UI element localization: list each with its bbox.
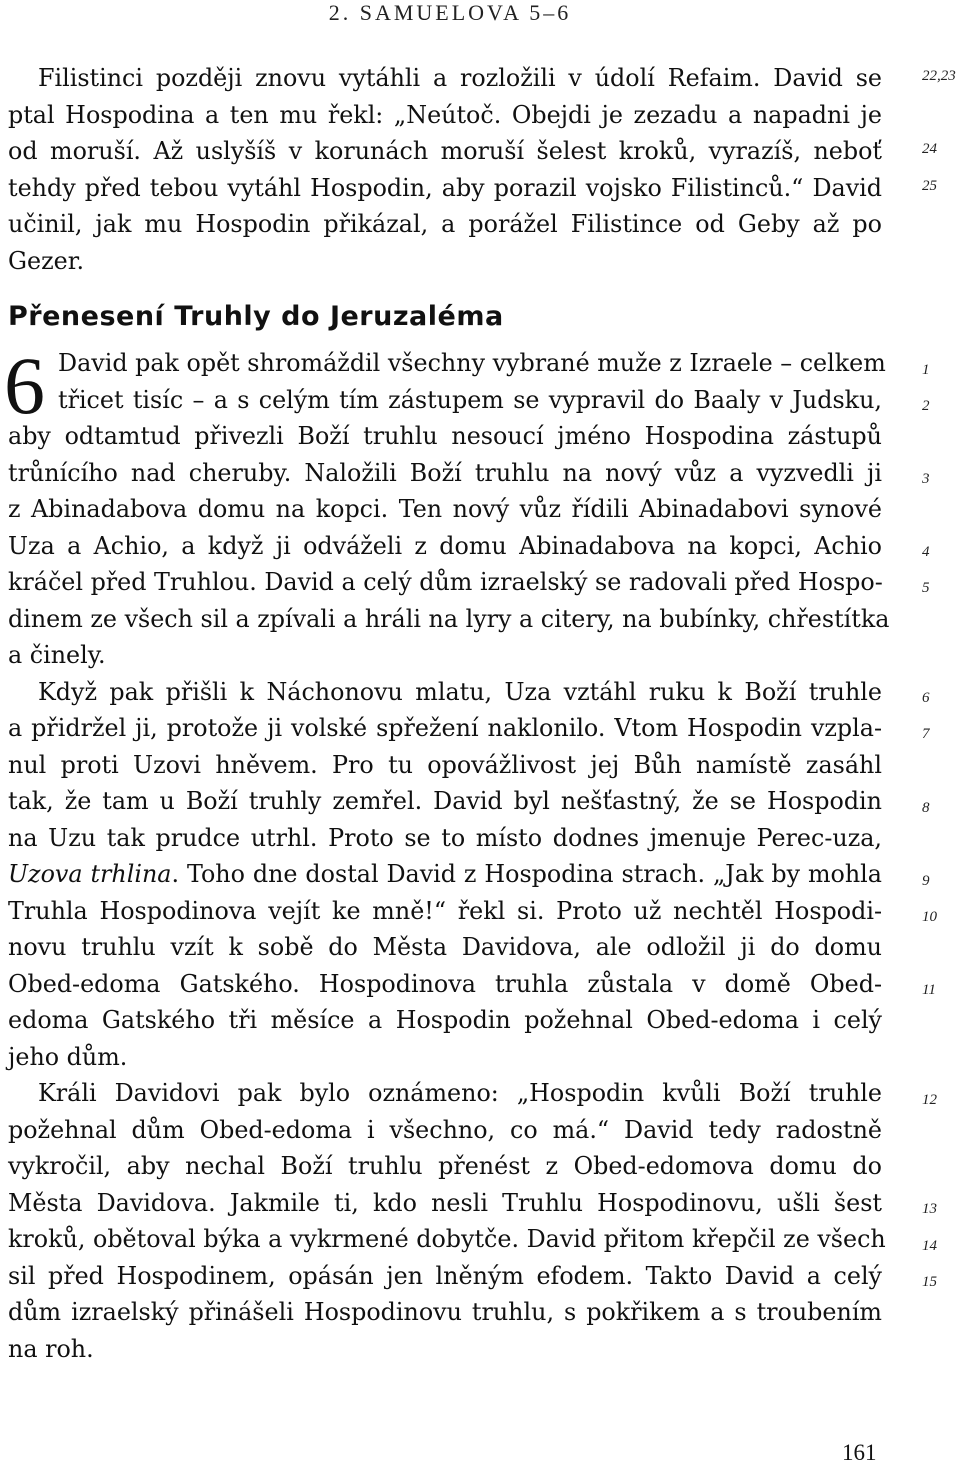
verse-number: 14 bbox=[922, 1238, 937, 1254]
text-line-rest: . Toho dne dostal David z Hospodina strach. „Jak by mohla bbox=[171, 860, 882, 888]
text-line: jeho dům. bbox=[8, 1042, 128, 1071]
running-header: 2. SAMUELOVA 5–6 bbox=[328, 0, 572, 25]
text-line: ptal Hospodina a ten mu řekl: „Neútoč. Obejdi je zezadu a napadni je bbox=[8, 100, 882, 129]
text-line: požehnal dům Obed-edoma i všechno, co má.“ David tedy radostně bbox=[8, 1115, 882, 1144]
text-line: kroků, obětoval býka a vykrmené dobytče. David přitom křepčil ze všech bbox=[8, 1225, 886, 1253]
text-line: trůnícího nad cheruby. Naložili Boží truhlu na nový vůz a vyzvedli ji bbox=[8, 458, 882, 487]
body-text bbox=[4, 60, 890, 1367]
verse-number: 7 bbox=[922, 726, 930, 742]
text-line: a přidržel ji, protože ji volské spřežení naklonilo. Vtom Hospodin vzpla- bbox=[8, 714, 882, 742]
text-line: na roh. bbox=[8, 1334, 94, 1363]
text-line: Když pak přišli k Náchonovu mlatu, Uza vztáhl ruku k Boží truhle bbox=[38, 677, 882, 706]
verse-number: 9 bbox=[922, 873, 930, 889]
text-line: Gezer. bbox=[8, 246, 85, 275]
text-line: Králi Davidovi pak bylo oznámeno: „Hospodin kvůli Boží truhle bbox=[38, 1079, 882, 1107]
verse-number: 1 bbox=[922, 362, 930, 378]
verse-number: 4 bbox=[922, 544, 930, 560]
verse-number: 12 bbox=[922, 1092, 937, 1108]
text-line: sil před Hospodinem, opásán jen lněným efodem. Takto David a celý bbox=[8, 1261, 882, 1290]
text-line: Filistinci později znovu vytáhli a rozložili v údolí Refaim. David se bbox=[38, 64, 882, 92]
text-line: vykročil, aby nechal Boží truhlu přenést z Obed-edomova domu do bbox=[8, 1152, 882, 1180]
text-line: Města Davidova. Jakmile ti, kdo nesli Truhlu Hospodinovu, ušli šest bbox=[8, 1188, 882, 1217]
text-line: David pak opět shromáždil všechny vybrané muže z Izraele – celkem bbox=[58, 349, 886, 377]
verse-number: 3 bbox=[922, 471, 930, 487]
text-line: od moruší. Až uslyšíš v korunách moruší šelest kroků, vyrazíš, neboť bbox=[8, 137, 882, 165]
verse-number: 8 bbox=[922, 800, 930, 816]
chapter-dropcap: 6 bbox=[4, 340, 45, 431]
section-heading: Přenesení Truhly do Jeruzaléma bbox=[8, 301, 504, 332]
text-line: novu truhlu vzít k sobě do Města Davidova, ale odložil ji do domu bbox=[8, 933, 882, 961]
text-line: nul proti Uzovi hněvem. Pro tu opovážlivost jej Bůh namístě zasáhl bbox=[8, 750, 882, 779]
verse-number: 13 bbox=[922, 1201, 937, 1217]
text-line: tak, že tam u Boží truhly zemřel. David byl nešťastný, že se Hospodin bbox=[8, 787, 882, 815]
text-line: třicet tisíc – a s celým tím zástupem se vypravil do Baaly v Judsku, bbox=[58, 385, 882, 414]
text-line: kráčel před Truhlou. David a celý dům izraelský se radovali před Hospo- bbox=[8, 568, 883, 596]
verse-number: 15 bbox=[922, 1274, 937, 1290]
text-line: na Uzu tak prudce utrhl. Proto se to místo dodnes jmenuje Perec-uza, bbox=[8, 823, 882, 852]
verse-number: 24 bbox=[922, 141, 937, 157]
verse-number: 2 bbox=[922, 398, 930, 414]
verse-number: 6 bbox=[922, 690, 930, 706]
verse-number: 25 bbox=[922, 178, 937, 194]
text-line: dinem ze všech sil a zpívali a hráli na lyry a citery, na bubínky, chřestítka bbox=[8, 604, 890, 633]
text-line: Uza a Achio, a když ji odváželi z domu Abinadabova na kopci, Achio bbox=[8, 531, 882, 560]
text-line: a činely. bbox=[8, 641, 106, 669]
text-line: učinil, jak mu Hospodin přikázal, a porážel Filistince od Geby až po bbox=[8, 210, 882, 238]
verse-number: 11 bbox=[922, 982, 936, 998]
text-line: Truhla Hospodinova vejít ke mně!“ řekl si. Proto už nechtěl Hospodi- bbox=[8, 896, 882, 925]
verse-number: 10 bbox=[922, 909, 937, 925]
page-number: 161 bbox=[842, 1440, 877, 1465]
text-line: z Abinadabova domu na kopci. Ten nový vůz řídili Abinadabovi synové bbox=[8, 495, 882, 523]
text-line: tehdy před tebou vytáhl Hospodin, aby porazil vojsko Filistinců.“ David bbox=[8, 173, 882, 202]
verse-number: 22,23 bbox=[922, 68, 956, 84]
text-line: dům izraelský přinášeli Hospodinovu truhlu, s pokřikem a s troubením bbox=[8, 1298, 882, 1326]
italic-phrase: Uzova trhlina bbox=[8, 860, 172, 888]
text-line: edoma Gatského tři měsíce a Hospodin požehnal Obed-edoma i celý bbox=[8, 1006, 882, 1034]
text-line: Obed-edoma Gatského. Hospodinova truhla zůstala v domě Obed- bbox=[8, 969, 882, 998]
text-line: aby odtamtud přivezli Boží truhlu nesoucí jméno Hospodina zástupů bbox=[8, 422, 882, 450]
text-line-with-italic bbox=[8, 856, 882, 893]
verse-number: 5 bbox=[922, 580, 930, 596]
